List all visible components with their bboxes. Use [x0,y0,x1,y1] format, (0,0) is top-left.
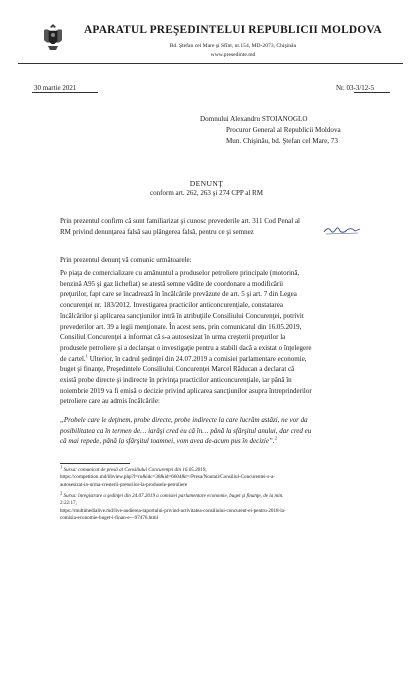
body-line: există probe directe şi indirecte în privinţa practicilor anticoncurenţiale, iar până în [60,376,292,385]
footnote-link[interactable]: comisia-economie-buget-i-finan-e---97476.html [60,514,159,521]
body-line: preţurilor, fapt care se încadrează în încălcările prevăzute de art. 5 şi art. 7 din Legea [60,290,297,299]
institution-address: Bd. Ştefan cel Mare şi Sfînt, nr.154, MD-2073, Chişinău [169,43,297,49]
registration-number: Nr. 03-3/12-5 [336,84,375,92]
document-subtitle: conform art. 262, 263 şi 274 CPP al RM [150,189,263,197]
footnote-line [60,464,390,474]
intro-line: Prin prezentul confirm că sunt familiarizat şi cunosc prevederile art. 311 Cod Penal al [60,217,300,225]
footnote-source: Sursa: comunicat de presă al Consiliului Concurenţei din 16.05.2019, [63,467,207,473]
institution-website: www.presedinte.md [210,52,256,58]
quote-line: că mai repede, până la sfârşitul toamnei, vom avea de-acum pus în decizie”. [60,437,275,446]
footnote-1 [60,464,390,489]
body-line: noiembrie 2019 va fi emisă o decizie privind aplicarea sancţiunilor asupra întreprinderilor [60,386,312,395]
institution-name: APARATUL PREŞEDINTELUI REPUBLICII MOLDOVA [84,24,382,36]
footnote-link[interactable]: https://competition.md/libview.php?l=ro&idc=38&id=6604&t=/Presa/Noutati/Consiliul-Concurentei-s-a- [60,474,275,481]
signature-icon [322,224,362,236]
body-line: Ulterior, în cadrul şedinţei din 24.07.2019 a comisiei parlamentare economie, [87,354,307,363]
intro-line: RM privind denunţarea falsă sau plângerea falsă, pentru ce şi semnez [60,227,254,236]
date-underline [32,92,98,93]
footnote-link[interactable]: autosesizat-in-urma-cresterii-preturilor-la-produsele-petroliere [60,481,188,488]
recipient-address: Mun. Chişinău, bd. Ştefan cel Mare, 73 [226,137,338,145]
body-paragraph [60,268,390,407]
recipient-title: Procuror General al Republicii Moldova [226,126,341,134]
footnote-mark: 2 [60,490,63,496]
footnote-line [60,490,390,500]
document-date: 30 martie 2021 [34,84,77,92]
quote-line: „Probele care le deţinem, probe directe, probe indirecte la care lucrăm astăzi, ne vor da [60,416,308,424]
footnote-source: Sursa: înregistrare a şedinţei din 24.07.2019 a comisiei parlamentare economie, buget şi finanţe, de la min. [63,493,284,499]
body-line: petroliere care au admis încălcările: [60,397,160,406]
footnote-line: 2:22:17, [60,500,77,507]
footnote-ref-1[interactable]: 1 [85,353,88,359]
body-line: produsele petroliere şi a declanşat o investigaţie pentru a stabili dacă a existat o înţelegere [60,343,312,352]
body-line: de cartel. [60,354,86,363]
body-line: Pe piaţa de comercializare cu amănuntul a produselor petroliere principale (motorină, [60,269,300,277]
body-line: concurenţei nr. 183/2012. Investigarea practicilor anticoncurenţiale, constatarea [60,301,283,310]
body-line: buget şi finanţe, Preşedintele Consiliului Concurenţei Marcel Răducan a declarat că [60,365,295,374]
coat-of-arms-icon [42,22,64,52]
header-divider [18,63,403,64]
body-line: benzină A95 şi gaz lichefiat) se atestă semne vădite de coordonare a modificării [60,279,284,288]
footnote-ref-2[interactable]: 2 [274,436,277,442]
footnote-link[interactable]: https://multimedialive.md/live-audierea-raportului-privind-activitatea-consiliului-concurent-ei-pentru-2018-la- [60,507,286,514]
document-title: DENUNŢ [189,179,224,188]
body-line: încălcărilor şi aplicarea sancţiunilor intră în atribuţiile Consiliului Concurenţei, potrivit [60,311,304,320]
body-line: Consiliul Concurenţei a informat că s-a autosesizat în urma creşterii preţurilor la [60,333,286,342]
quote-line-with-footnote [60,436,390,447]
regnr-underline [354,92,390,93]
quote-line: posibilitatea ca în termen de… iarăşi cred eu că în… până la sfârşitul anului, dar cred eu [60,426,312,435]
footnote-mark: 1 [60,464,63,470]
footnote-divider [60,463,130,464]
quote-block [60,415,390,447]
body-line-with-footnote [60,354,390,365]
footnote-2 [60,490,390,522]
recipient-name: Domnului Alexandru STOIANOGLO [200,115,308,123]
body-line: prevederilor art. 39 a legii menţionate. În acest sens, prin comunicatul din 16.05.2019, [60,322,302,331]
lead-line: Prin prezentul denunţ vă comunic următoarele: [60,256,192,264]
